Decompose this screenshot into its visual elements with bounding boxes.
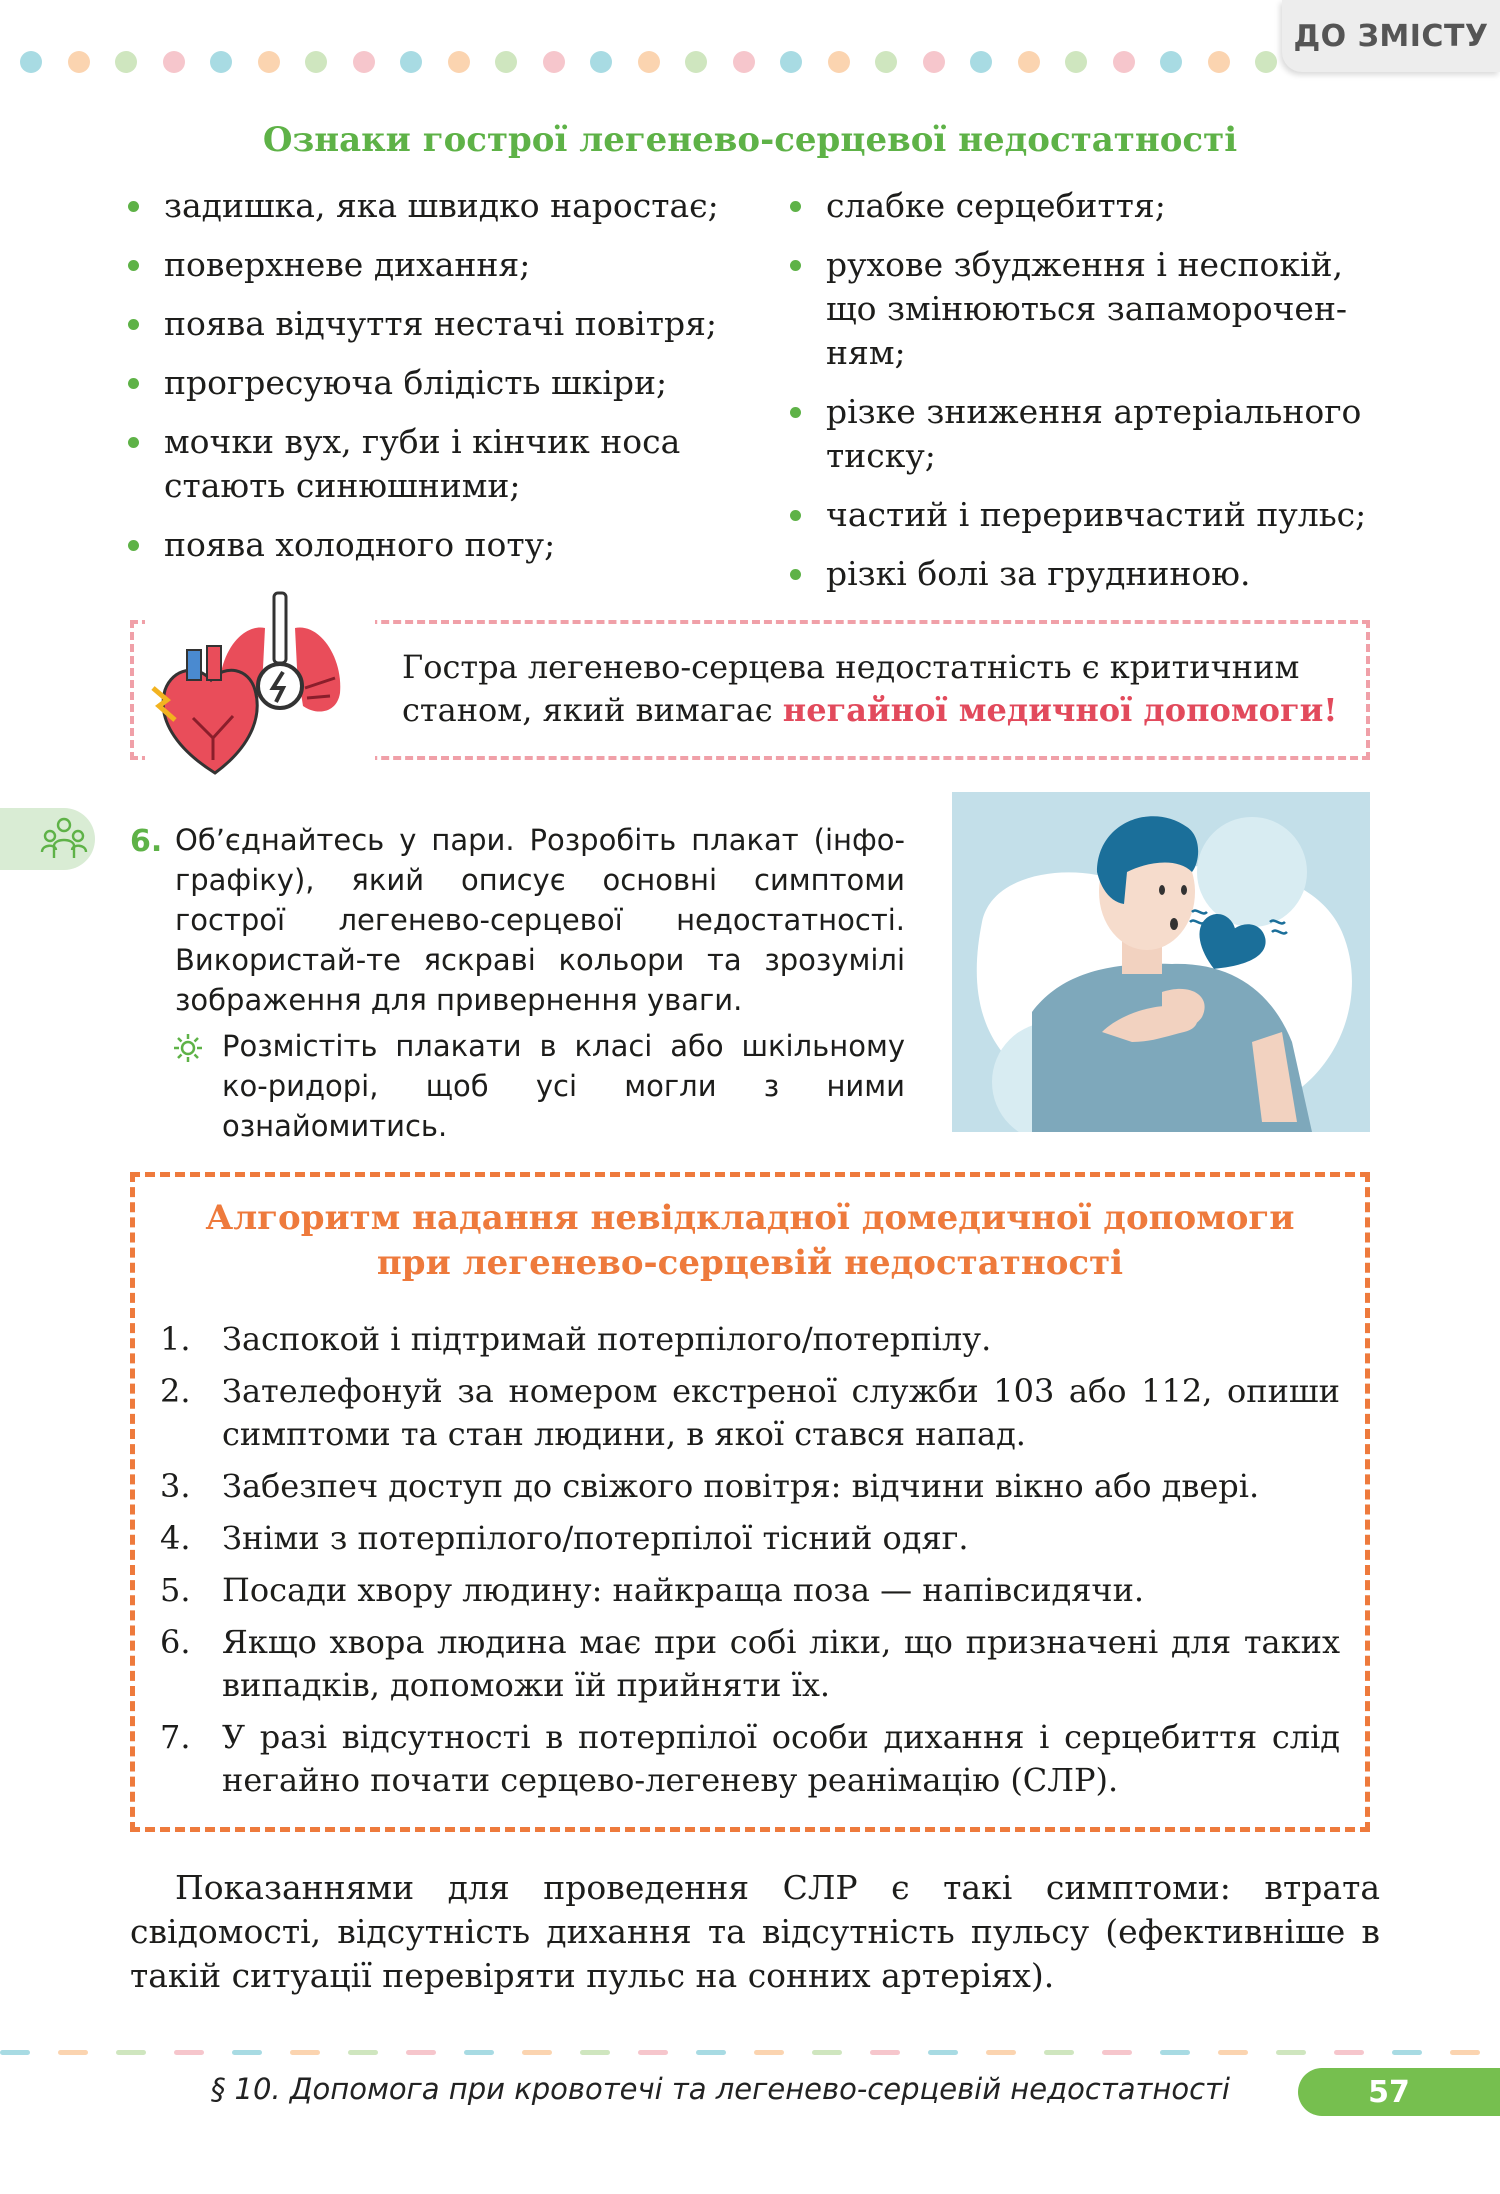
decor-dot [163, 51, 185, 73]
task-number: 6. [130, 824, 163, 859]
decor-dash [1276, 2050, 1306, 2055]
decor-dash [812, 2050, 842, 2055]
decor-dot [115, 51, 137, 73]
decor-dash [1102, 2050, 1132, 2055]
chest-pain-illustration [952, 792, 1370, 1132]
sun-star-icon [172, 1032, 204, 1064]
list-item: мочки вух, губи і кінчик носа стають синюшними; [128, 420, 748, 508]
decor-dash [0, 2050, 30, 2055]
symptoms-list-right [790, 184, 1370, 611]
decor-dot [305, 51, 327, 73]
bottom-dash-decoration [0, 2050, 1500, 2056]
decor-dot [638, 51, 660, 73]
decor-dot [210, 51, 232, 73]
list-item: рухове збудження і неспокій, що змінюються запаморочен-ням; [790, 243, 1370, 375]
symptoms-list-left [128, 184, 748, 582]
list-item: 1. Заспокой і підтримай потерпілого/потерпілу. [160, 1320, 992, 1358]
algorithm-title: Алгоритм надання невідкладної домедичної допомоги при легенево-серцевій недостатності [205, 1198, 1295, 1283]
list-item: різкі болі за грудниною. [790, 552, 1370, 596]
page-number: 57 [1298, 2068, 1500, 2116]
symptoms-title: Ознаки гострої легенево-серцевої недостатності [262, 120, 1238, 160]
decor-dot [970, 51, 992, 73]
list-item: 6. Якщо хвора людина має при собі ліки, що призначені для таких випадків, допоможи їй прийняти їх. [160, 1623, 1340, 1704]
decor-dash [464, 2050, 494, 2055]
decor-dot [1208, 51, 1230, 73]
decor-dash [58, 2050, 88, 2055]
decor-dash [1392, 2050, 1422, 2055]
top-dots-decoration [20, 48, 1300, 76]
decor-dot [828, 51, 850, 73]
closing-paragraph: Показаннями для проведення СЛР є такі симптоми: втрата свідомості, відсутність дихання та відсутність пульсу (ефективніше в такій ситуації перевіряти пульс на сонних артеріях). [130, 1868, 1380, 1995]
decor-dot [1065, 51, 1087, 73]
decor-dash [986, 2050, 1016, 2055]
group-work-icon [40, 816, 88, 862]
decor-dot [68, 51, 90, 73]
decor-dot [20, 51, 42, 73]
task-extra-text: Розмістіть плакати в класі або шкільному ко-ридорі, щоб усі могли з ними ознайомитись. [222, 1029, 905, 1143]
heart-lungs-icon [145, 588, 375, 778]
decor-dot [780, 51, 802, 73]
list-item: поява холодного поту; [128, 523, 748, 567]
decor-dot [923, 51, 945, 73]
decor-dash [174, 2050, 204, 2055]
decor-dot [1113, 51, 1135, 73]
decor-dash [870, 2050, 900, 2055]
decor-dot [448, 51, 470, 73]
list-item: прогресуюча блідість шкіри; [128, 361, 748, 405]
contents-button[interactable]: ДО ЗМІСТУ [1282, 0, 1500, 72]
decor-dash [1334, 2050, 1364, 2055]
footer-section-title: § 10. Допомога при кровотечі та легенево-серцевій недостатності [210, 2072, 1230, 2106]
decor-dash [1218, 2050, 1248, 2055]
list-item: різке зниження артеріального тиску; [790, 390, 1370, 478]
decor-dot [400, 51, 422, 73]
list-item: 4. Зніми з потерпілого/потерпілої тісний одяг. [160, 1519, 969, 1557]
decor-dash [580, 2050, 610, 2055]
decor-dot [685, 51, 707, 73]
decor-dash [928, 2050, 958, 2055]
decor-dot [590, 51, 612, 73]
decor-dash [406, 2050, 436, 2055]
decor-dash [754, 2050, 784, 2055]
algorithm-steps [160, 1318, 1340, 1811]
list-item: задишка, яка швидко наростає; [128, 184, 748, 228]
warning-text: Гостра легенево-серцева недостатність є критичним станом, який вимагає негайної медичної допомоги! [402, 648, 1338, 729]
list-item: частий і переривчастий пульс; [790, 493, 1370, 537]
decor-dash [1450, 2050, 1480, 2055]
decor-dash [1044, 2050, 1074, 2055]
decor-dot [1160, 51, 1182, 73]
decor-dash [348, 2050, 378, 2055]
decor-dot [258, 51, 280, 73]
decor-dash [522, 2050, 552, 2055]
decor-dash [116, 2050, 146, 2055]
decor-dot [875, 51, 897, 73]
list-item: 3. Забезпеч доступ до свіжого повітря: відчини вікно або двері. [160, 1467, 1260, 1505]
decor-dot [495, 51, 517, 73]
decor-dot [543, 51, 565, 73]
warning-accent: негайної медичної допомоги! [782, 691, 1338, 729]
list-item: 2. Зателефонуй за номером екстреної служби 103 або 112, опиши симптоми та стан людини, в якої стався напад. [160, 1372, 1340, 1453]
decor-dot [1018, 51, 1040, 73]
list-item: поява відчуття нестачі повітря; [128, 302, 748, 346]
list-item: 5. Посади хвору людину: найкраща поза — напівсидячи. [160, 1571, 1145, 1609]
list-item: поверхневе дихання; [128, 243, 748, 287]
decor-dot [353, 51, 375, 73]
decor-dash [1160, 2050, 1190, 2055]
task-text: Об’єднайтесь у пари. Розробіть плакат (інфо-графіку), який описує основні симптоми гострої легенево-серцевої недостатності. Використай-те яскраві кольори та зрозумілі зображення для привернення уваги. [175, 823, 905, 1017]
decor-dot [1255, 51, 1277, 73]
decor-dash [290, 2050, 320, 2055]
decor-dot [733, 51, 755, 73]
list-item: слабке серцебиття; [790, 184, 1370, 228]
decor-dash [696, 2050, 726, 2055]
list-item: 7. У разі відсутності в потерпілої особи дихання і серцебиття слід негайно почати серцево-легеневу реанімацію (СЛР). [160, 1718, 1340, 1799]
decor-dash [638, 2050, 668, 2055]
decor-dash [232, 2050, 262, 2055]
